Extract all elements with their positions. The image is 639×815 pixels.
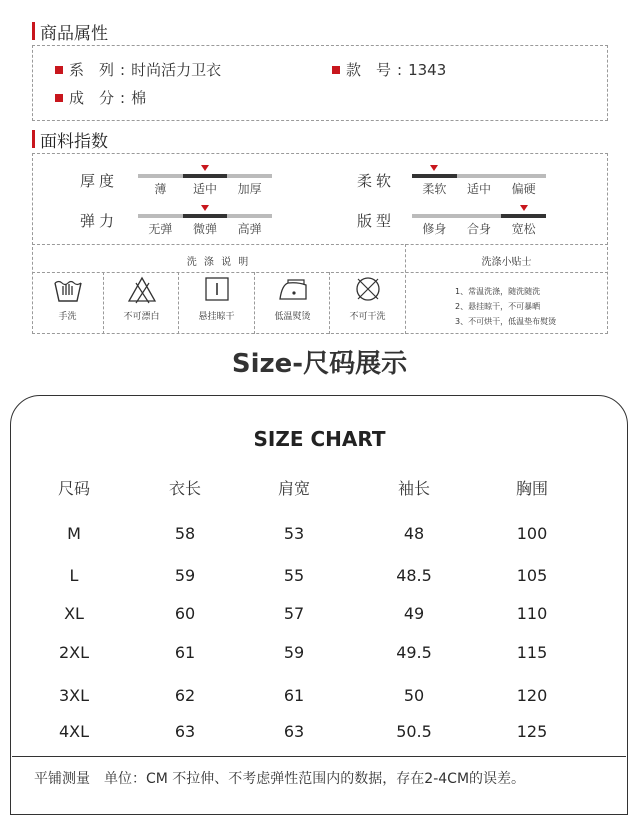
scale-selected-segment [501, 214, 546, 218]
table-cell: 63 [174, 722, 196, 741]
thickness-scale [138, 164, 272, 194]
scale-option: 高弹 [237, 222, 262, 236]
table-cell: 48.5 [396, 566, 432, 585]
series-value: 时尚活力卫衣 [131, 61, 222, 79]
table-cell: 4XL [58, 722, 90, 741]
column-header-sleeve: 袖长 [397, 479, 430, 498]
scale-option: 加厚 [237, 182, 262, 196]
table-row [0, 686, 639, 706]
wash-tip: 2、悬挂晾干，不可暴晒 [455, 302, 541, 311]
colon: : [120, 60, 126, 79]
size-banner-title: Size-尺码展示 [231, 349, 408, 379]
table-cell: 120 [516, 686, 548, 705]
bullet-square [55, 66, 63, 74]
low-iron-icon [276, 273, 310, 307]
no-bleach-icon [125, 273, 159, 307]
scale-option: 适中 [466, 182, 491, 196]
table-row [0, 643, 639, 663]
fabric-section-title-text: 面料指数 [40, 131, 108, 152]
care-low-iron [255, 273, 330, 333]
scale-option: 宽松 [511, 222, 536, 236]
scale-option: 无弹 [148, 222, 173, 236]
fabric-section-title [32, 129, 108, 152]
care-divider-top [32, 244, 608, 245]
table-cell: 62 [174, 686, 196, 705]
no-bleach-label: 不可漂白 [123, 312, 160, 322]
column-header-shoulder: 肩宽 [277, 479, 310, 498]
scale-option: 适中 [192, 182, 217, 196]
bullet-square [332, 66, 340, 74]
scale-marker-triangle [201, 205, 209, 211]
thickness-label: 厚度 [80, 172, 119, 190]
scale-option: 合身 [466, 222, 491, 236]
material-value: 棉 [131, 89, 147, 107]
table-cell: 58 [174, 524, 196, 543]
table-cell: 63 [283, 722, 305, 741]
scale-marker-triangle [430, 165, 438, 171]
accent-bar [32, 130, 35, 148]
table-cell: 55 [283, 566, 305, 585]
table-cell: 125 [516, 722, 548, 741]
accent-bar [32, 22, 35, 40]
style-label: 款 号 [346, 61, 392, 79]
measurement-note: 平铺测量 单位：CM 不拉伸、不考虑弹性范围内的数据，存在2-4CM的误差。 [34, 771, 526, 787]
bullet-square [55, 94, 63, 102]
scale-option: 微弹 [192, 222, 217, 236]
fit-scale [412, 204, 546, 234]
table-row [0, 524, 639, 544]
table-cell: 105 [516, 566, 548, 585]
colon: : [397, 60, 403, 79]
wash-instructions-header: 洗 涤 说 明 [186, 257, 251, 268]
scale-option: 薄 [154, 182, 167, 196]
table-cell: L [69, 566, 79, 585]
hang-dry-label: 悬挂晾干 [198, 312, 235, 322]
size-chart-header-row [0, 476, 639, 496]
table-cell: 115 [516, 643, 548, 662]
series-label: 系 列 [69, 61, 115, 79]
hang-dry-icon [200, 273, 234, 307]
softness-label: 柔软 [357, 172, 396, 190]
scale-selected-segment [183, 174, 228, 178]
table-row [0, 566, 639, 586]
table-row [0, 722, 639, 742]
style-value: 1343 [408, 60, 447, 79]
table-cell: 100 [516, 524, 548, 543]
table-cell: 59 [174, 566, 196, 585]
wash-tips-header: 洗涤小贴士 [481, 257, 532, 268]
elasticity-label: 弹力 [80, 212, 119, 230]
scale-selected-segment [183, 214, 228, 218]
low-iron-label: 低温熨烫 [274, 312, 311, 322]
hand-wash-label: 手洗 [58, 312, 77, 322]
table-cell: 2XL [58, 643, 90, 662]
product-attributes-box [32, 45, 608, 121]
material-label: 成 分 [69, 89, 115, 107]
scale-option: 偏硬 [511, 182, 536, 196]
material-attribute [55, 87, 146, 108]
wash-tips-list [455, 286, 556, 327]
no-dry-clean-label: 不可干洗 [349, 312, 386, 322]
table-cell: 61 [283, 686, 305, 705]
table-row [0, 604, 639, 624]
column-header-chest: 胸围 [515, 479, 548, 498]
wash-tip: 3、不可烘干，低温垫布熨烫 [455, 317, 557, 326]
softness-scale [412, 164, 546, 194]
column-header-size: 尺码 [57, 479, 90, 498]
scale-option: 柔软 [422, 182, 447, 196]
table-cell: 50.5 [396, 722, 432, 741]
elasticity-scale [138, 204, 272, 234]
product-section-title-text: 商品属性 [40, 23, 108, 44]
table-cell: 49 [403, 604, 425, 623]
scale-marker-triangle [520, 205, 528, 211]
series-attribute [55, 59, 221, 80]
scale-option: 修身 [422, 222, 447, 236]
table-cell: 49.5 [396, 643, 432, 662]
scale-selected-segment [412, 174, 457, 178]
wash-tip: 1、常温洗涤，随洗随洗 [455, 287, 541, 296]
table-cell: 50 [403, 686, 425, 705]
column-header-length: 衣长 [168, 479, 201, 498]
care-no-dry-clean [330, 273, 405, 333]
table-cell: 61 [174, 643, 196, 662]
care-hand-wash [30, 273, 105, 333]
table-cell: 53 [283, 524, 305, 543]
table-cell: 110 [516, 604, 548, 623]
hand-wash-icon [51, 273, 85, 307]
table-cell: XL [64, 604, 84, 623]
care-no-bleach [104, 273, 179, 333]
colon: : [120, 88, 126, 107]
care-hang-dry [179, 273, 254, 333]
product-section-title [32, 21, 108, 44]
table-cell: 59 [283, 643, 305, 662]
style-number-attribute [332, 59, 446, 80]
note-divider [12, 756, 626, 757]
size-chart-title: SIZE CHART [253, 427, 386, 451]
no-dry-clean-icon [351, 273, 385, 307]
table-cell: 60 [174, 604, 196, 623]
table-cell: 3XL [58, 686, 90, 705]
table-cell: M [67, 524, 81, 543]
fit-label: 版型 [357, 212, 396, 230]
table-cell: 57 [283, 604, 305, 623]
scale-marker-triangle [201, 165, 209, 171]
table-cell: 48 [403, 524, 425, 543]
